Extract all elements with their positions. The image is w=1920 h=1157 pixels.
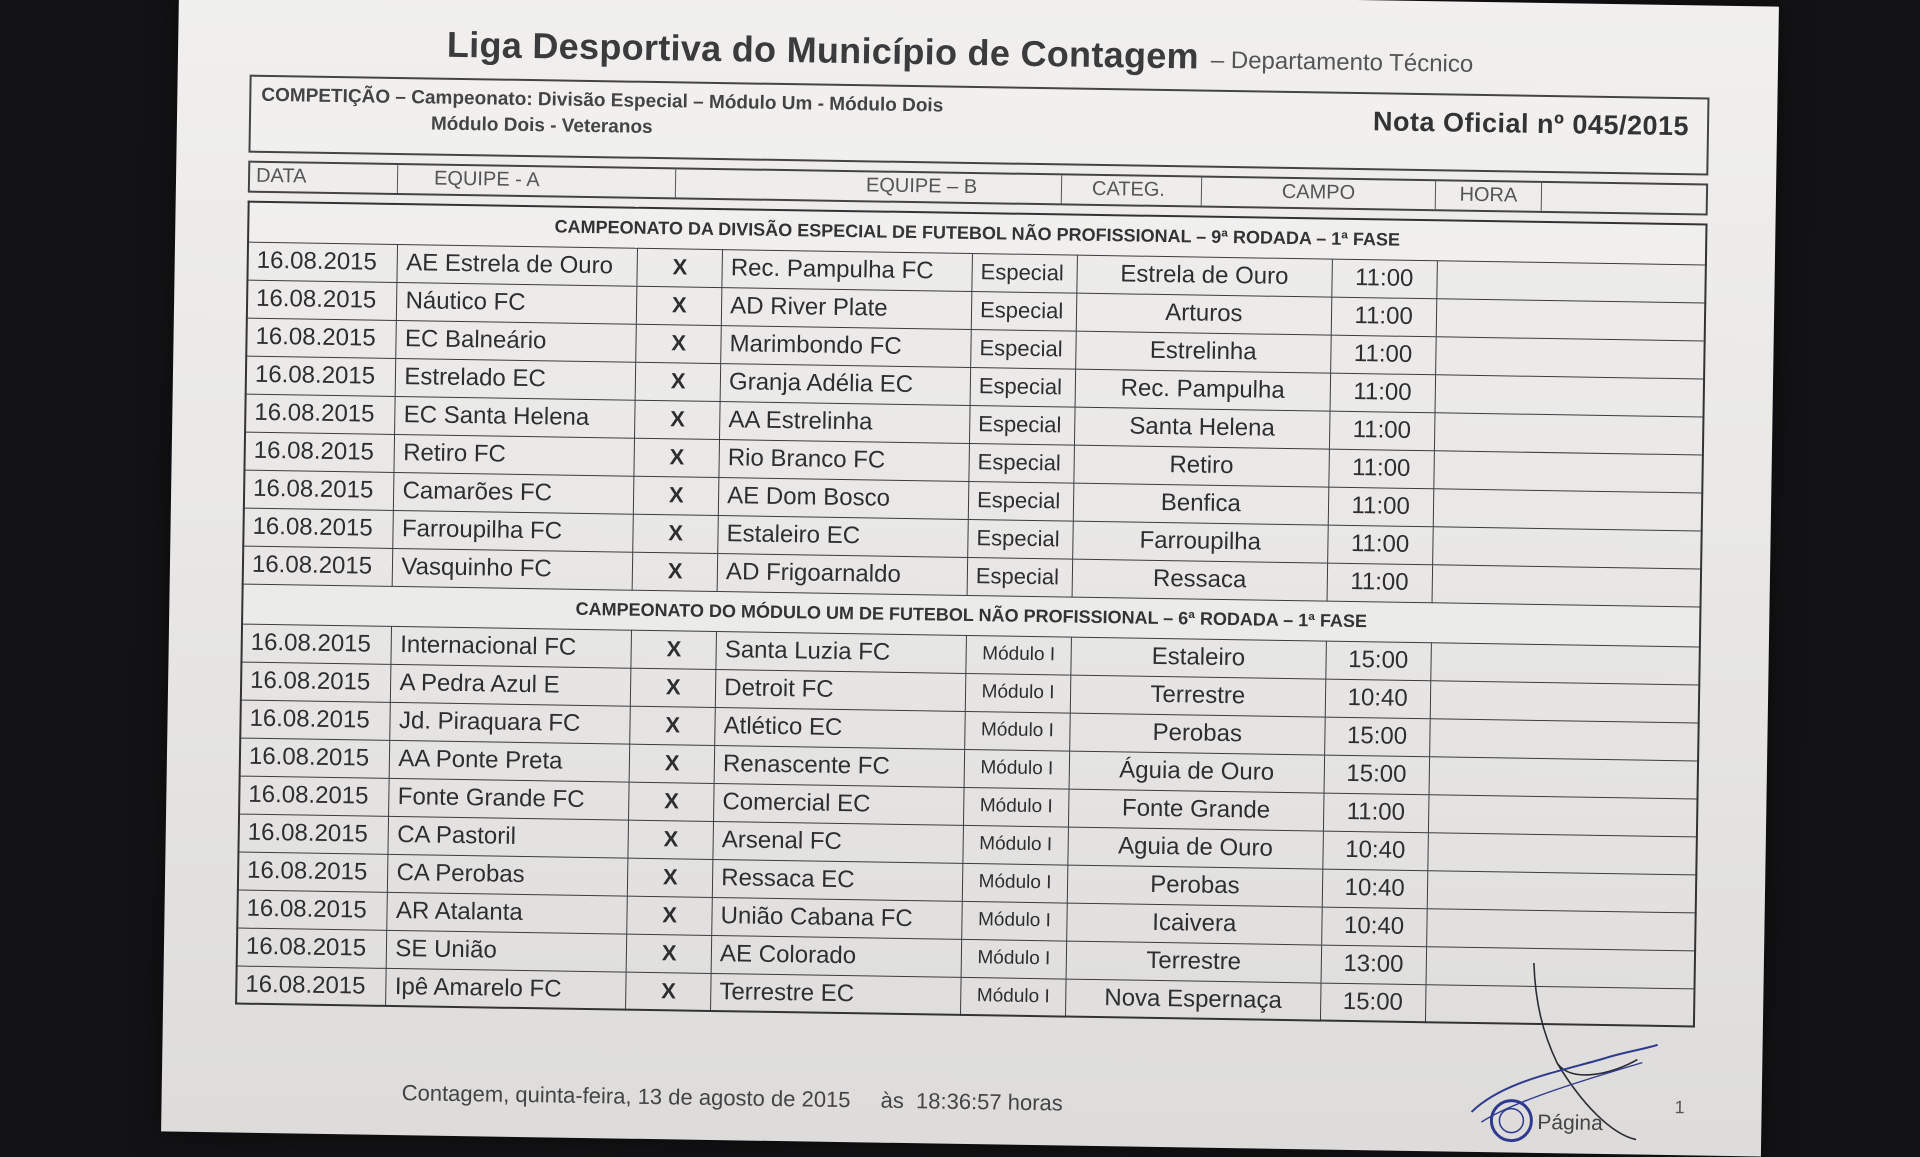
cell-field: Benfica: [1073, 483, 1328, 525]
cell-team-a: Internacional FC: [391, 626, 631, 668]
cell-category: Módulo I: [963, 787, 1069, 827]
cell-versus: X: [630, 706, 715, 745]
cell-blank: [1432, 526, 1702, 568]
col-header-equipe-b: EQUIPE – B: [866, 172, 1062, 203]
cell-date: 16.08.2015: [245, 394, 396, 434]
cell-team-b: Arsenal FC: [713, 821, 963, 863]
cell-time: 15:00: [1324, 717, 1429, 757]
footer-place-date: Contagem, quinta-feira, 13 de agosto de 2015: [401, 1080, 851, 1113]
cell-date: 16.08.2015: [236, 966, 387, 1006]
cell-field: Rec. Pampulha: [1075, 369, 1330, 411]
cell-category: Módulo I: [960, 977, 1066, 1017]
section-title: CAMPEONATO DA DIVISÃO ESPECIAL DE FUTEBOL NÃO PROFISSIONAL – 9ª RODADA – 1ª FASE: [248, 202, 1706, 265]
cell-category: Módulo I: [966, 635, 1072, 675]
cell-team-a: Vasquinho FC: [393, 548, 633, 590]
cell-team-a: CA Pastoril: [388, 816, 628, 858]
cell-date: 16.08.2015: [240, 700, 391, 740]
cell-time: 11:00: [1330, 335, 1435, 375]
cell-field: Icaivera: [1067, 903, 1322, 945]
cell-date: 16.08.2015: [241, 624, 392, 664]
cell-time: 15:00: [1320, 983, 1425, 1023]
cell-team-a: Fonte Grande FC: [389, 778, 629, 820]
cell-versus: X: [634, 438, 719, 477]
cell-field: Perobas: [1067, 865, 1322, 907]
col-header-x-spacer: [676, 169, 866, 200]
cell-date: 16.08.2015: [243, 508, 394, 548]
cell-team-b: Rio Branco FC: [719, 439, 969, 481]
cell-blank: [1427, 870, 1697, 912]
cell-category: Especial: [972, 253, 1078, 293]
cell-blank: [1436, 260, 1706, 302]
cell-category: Módulo I: [965, 711, 1071, 751]
cell-time: 11:00: [1329, 411, 1434, 451]
cell-category: Módulo I: [961, 939, 1067, 979]
col-header-data: DATA: [250, 163, 398, 193]
cell-team-b: Granja Adélia EC: [720, 363, 970, 405]
league-title: Liga Desportiva do Município de Contagem: [446, 23, 1200, 77]
cell-versus: X: [633, 514, 718, 553]
cell-team-a: A Pedra Azul E: [391, 664, 631, 706]
cell-category: Especial: [968, 519, 1074, 559]
page-label: Página: [1537, 1110, 1603, 1136]
cell-category: Especial: [970, 367, 1076, 407]
cell-blank: [1433, 450, 1703, 492]
cell-field: Arturos: [1076, 293, 1331, 335]
cell-versus: X: [637, 286, 722, 325]
cell-team-a: CA Perobas: [388, 854, 628, 896]
cell-versus: X: [629, 782, 714, 821]
cell-time: 10:40: [1325, 679, 1430, 719]
cell-team-a: EC Santa Helena: [395, 396, 635, 438]
cell-field: Nova Espernaça: [1065, 979, 1320, 1021]
cell-field: Retiro: [1074, 445, 1329, 487]
cell-time: 11:00: [1327, 525, 1432, 565]
cell-blank: [1436, 298, 1706, 340]
cell-blank: [1433, 488, 1703, 530]
cell-category: Especial: [967, 557, 1073, 597]
cell-team-b: Atlético EC: [715, 707, 965, 749]
games-table: [235, 201, 1707, 1028]
cell-category: Módulo I: [965, 673, 1071, 713]
cell-versus: X: [635, 362, 720, 401]
cell-date: 16.08.2015: [247, 242, 398, 282]
cell-time: 11:00: [1331, 297, 1436, 337]
cell-time: 11:00: [1332, 259, 1437, 299]
cell-blank: [1432, 564, 1702, 606]
cell-category: Módulo I: [964, 749, 1070, 789]
cell-versus: X: [637, 248, 722, 287]
cell-team-a: SE União: [387, 930, 627, 972]
competition-line-2: Módulo Dois - Veteranos: [430, 113, 653, 138]
cell-field: Terrestre: [1066, 941, 1321, 983]
cell-date: 16.08.2015: [237, 890, 388, 930]
cell-date: 16.08.2015: [238, 852, 389, 892]
cell-versus: X: [631, 630, 716, 669]
cell-time: 11:00: [1327, 563, 1432, 603]
cell-team-b: União Cabana FC: [712, 897, 962, 939]
cell-time: 15:00: [1326, 641, 1431, 681]
cell-team-b: AE Dom Bosco: [718, 477, 968, 519]
cell-team-b: AA Estrelinha: [720, 401, 970, 443]
cell-versus: X: [626, 972, 711, 1011]
cell-field: Terrestre: [1070, 675, 1325, 717]
cell-versus: X: [632, 552, 717, 591]
cell-time: 11:00: [1329, 449, 1434, 489]
cell-field: Águia de Ouro: [1069, 751, 1324, 793]
cell-date: 16.08.2015: [241, 662, 392, 702]
footer-at: às: [880, 1087, 905, 1114]
cell-field: Santa Helena: [1074, 407, 1329, 449]
cell-date: 16.08.2015: [247, 280, 398, 320]
col-header-blank: [1542, 183, 1706, 214]
cell-versus: X: [635, 400, 720, 439]
cell-date: 16.08.2015: [243, 546, 394, 586]
cell-category: Especial: [971, 291, 1077, 331]
cell-versus: X: [628, 858, 713, 897]
official-note-number: Nota Oficial nº 045/2015: [1372, 106, 1690, 142]
cell-versus: X: [626, 934, 711, 973]
competition-box: [248, 75, 1709, 176]
cell-team-b: Ressaca EC: [712, 859, 962, 901]
cell-team-b: AD River Plate: [721, 287, 971, 329]
cell-field: Estrela de Ouro: [1077, 255, 1332, 297]
cell-field: Farroupilha: [1073, 521, 1328, 563]
cell-team-b: Marimbondo FC: [721, 325, 971, 367]
cell-team-b: Comercial EC: [714, 783, 964, 825]
cell-team-b: Santa Luzia FC: [716, 631, 966, 673]
cell-team-b: Rec. Pampulha FC: [722, 249, 972, 291]
cell-date: 16.08.2015: [244, 470, 395, 510]
cell-date: 16.08.2015: [238, 814, 389, 854]
page-number: 1: [1674, 1097, 1685, 1118]
cell-category: Especial: [971, 329, 1077, 369]
cell-field: Perobas: [1070, 713, 1325, 755]
cell-team-b: Terrestre EC: [711, 973, 961, 1015]
cell-date: 16.08.2015: [246, 356, 397, 396]
cell-team-a: Ipê Amarelo FC: [386, 968, 626, 1010]
cell-versus: X: [628, 820, 713, 859]
cell-category: Módulo I: [962, 901, 1068, 941]
cell-field: Estaleiro: [1071, 637, 1326, 679]
cell-time: 11:00: [1323, 793, 1428, 833]
col-header-campo: CAMPO: [1202, 178, 1436, 210]
cell-team-b: AD Frigoarnaldo: [717, 553, 967, 595]
cell-blank: [1434, 412, 1704, 454]
cell-field: Aguia de Ouro: [1068, 827, 1323, 869]
cell-time: 10:40: [1322, 869, 1427, 909]
cell-team-a: AE Estrela de Ouro: [397, 244, 637, 286]
cell-team-a: AA Ponte Preta: [390, 740, 630, 782]
cell-blank: [1428, 794, 1698, 836]
cell-date: 16.08.2015: [244, 432, 395, 472]
cell-versus: X: [631, 668, 716, 707]
cell-team-b: Estaleiro EC: [718, 515, 968, 557]
cell-category: Módulo I: [963, 825, 1069, 865]
cell-date: 16.08.2015: [237, 928, 388, 968]
cell-field: Ressaca: [1072, 559, 1327, 601]
department-subtitle: – Departamento Técnico: [1210, 46, 1474, 78]
cell-team-a: Estrelado EC: [396, 358, 636, 400]
cell-blank: [1430, 642, 1700, 684]
cell-time: 13:00: [1321, 945, 1426, 985]
cell-versus: X: [629, 744, 714, 783]
cell-category: Módulo I: [962, 863, 1068, 903]
cell-team-a: Retiro FC: [394, 434, 634, 476]
cell-time: 11:00: [1328, 487, 1433, 527]
section-title: CAMPEONATO DO MÓDULO UM DE FUTEBOL NÃO PROFISSIONAL – 6ª RODADA – 1ª FASE: [242, 584, 1700, 647]
cell-team-a: EC Balneário: [396, 320, 636, 362]
cell-date: 16.08.2015: [246, 318, 397, 358]
cell-versus: X: [634, 476, 719, 515]
cell-team-b: Detroit FC: [715, 669, 965, 711]
competition-line-1: COMPETIÇÃO – Campeonato: Divisão Especial – Módulo Um - Módulo Dois: [261, 84, 944, 117]
cell-versus: X: [627, 896, 712, 935]
cell-blank: [1429, 718, 1699, 760]
cell-category: Especial: [968, 481, 1074, 521]
cell-time: 15:00: [1324, 755, 1429, 795]
cell-date: 16.08.2015: [239, 776, 390, 816]
cell-team-a: Jd. Piraquara FC: [390, 702, 630, 744]
cell-blank: [1435, 336, 1705, 378]
cell-team-a: Camarões FC: [394, 472, 634, 514]
col-header-hora: HORA: [1436, 181, 1542, 211]
cell-team-b: Renascente FC: [714, 745, 964, 787]
cell-time: 10:40: [1321, 907, 1426, 947]
footer-time: 18:36:57 horas: [915, 1088, 1063, 1116]
cell-team-a: AR Atalanta: [387, 892, 627, 934]
cell-team-a: Farroupilha FC: [393, 510, 633, 552]
cell-blank: [1426, 908, 1696, 950]
col-header-categoria: CATEG.: [1062, 175, 1202, 205]
col-header-equipe-a: EQUIPE - A: [398, 165, 676, 197]
cell-blank: [1429, 756, 1699, 798]
cell-team-b: AE Colorado: [711, 935, 961, 977]
cell-category: Especial: [969, 443, 1075, 483]
document-sheet: [161, 0, 1779, 1156]
cell-field: Estrelinha: [1076, 331, 1331, 373]
cell-team-a: Náutico FC: [397, 282, 637, 324]
document-body: [235, 11, 1710, 1028]
cell-blank: [1427, 832, 1697, 874]
cell-date: 16.08.2015: [240, 738, 391, 778]
cell-field: Fonte Grande: [1068, 789, 1323, 831]
cell-versus: X: [636, 324, 721, 363]
games-table-body: [236, 202, 1706, 1027]
cell-category: Especial: [969, 405, 1075, 445]
cell-time: 10:40: [1323, 831, 1428, 871]
cell-blank: [1435, 374, 1705, 416]
cell-blank: [1430, 680, 1700, 722]
cell-time: 11:00: [1330, 373, 1435, 413]
